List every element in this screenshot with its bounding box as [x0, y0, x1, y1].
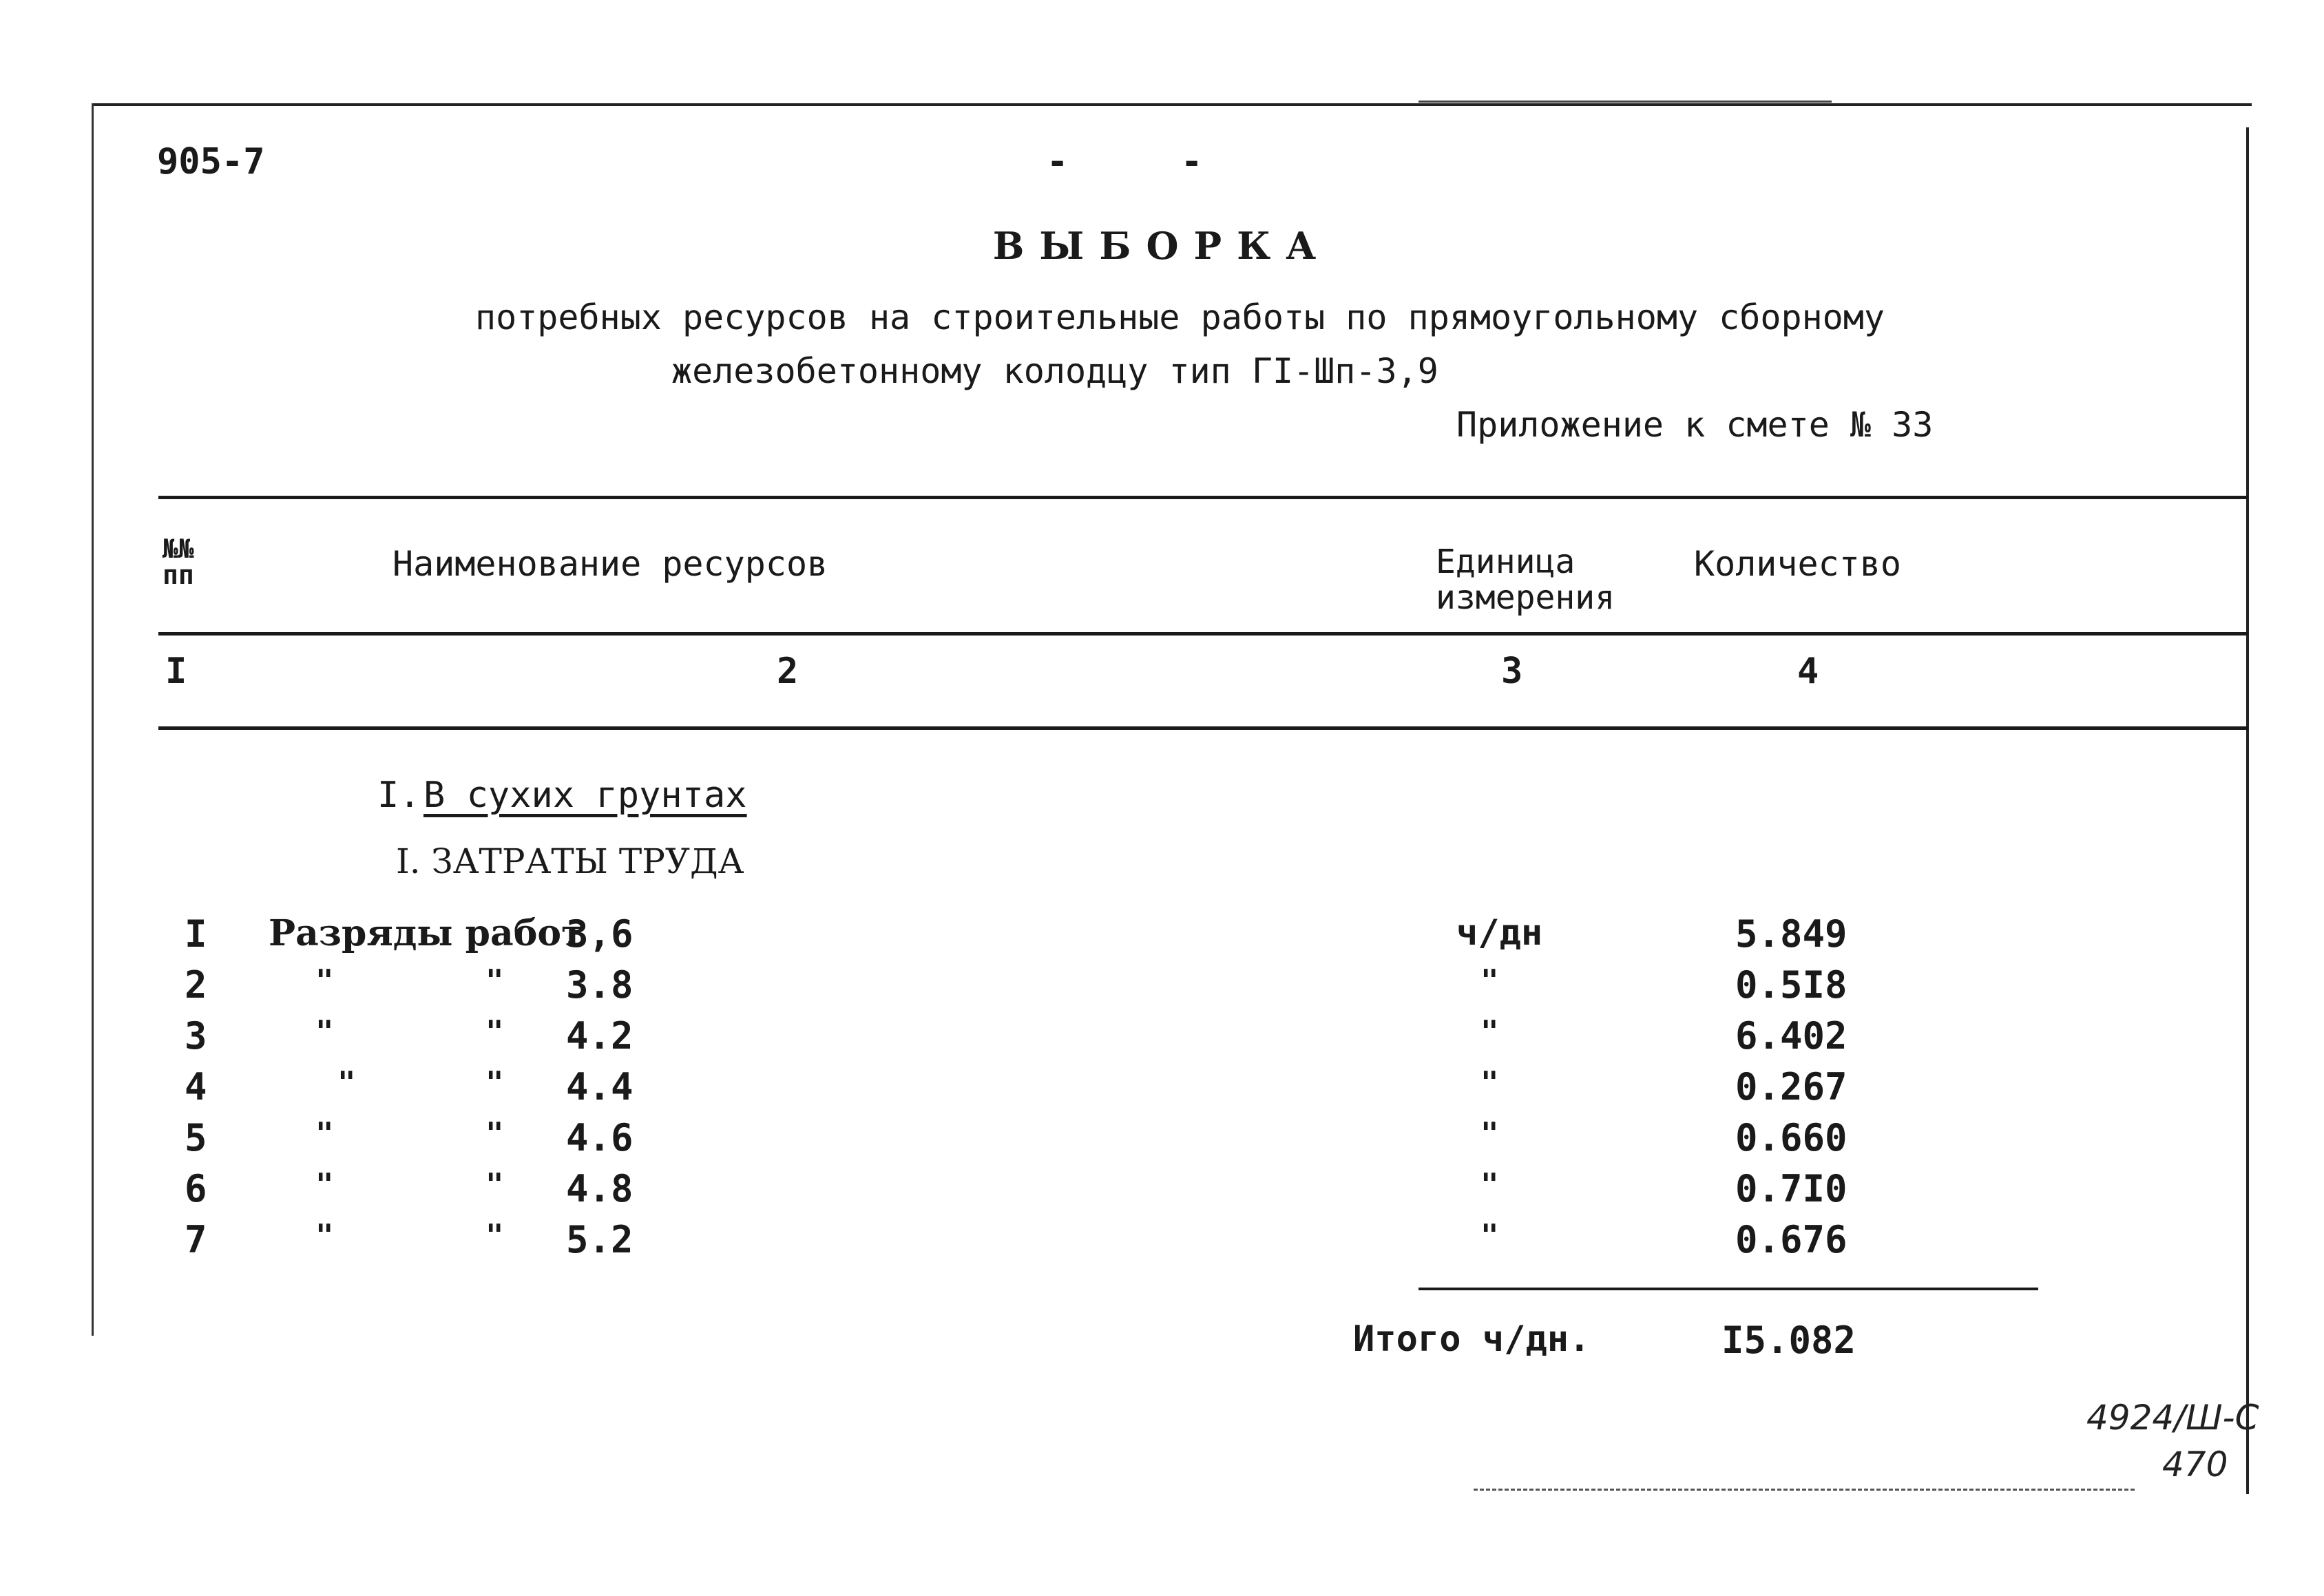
- row-quantity: 5.849: [1735, 912, 1847, 956]
- row-number: 2: [185, 963, 207, 1007]
- ditto-mark: ": [485, 1065, 504, 1100]
- table-row: [0, 912, 2324, 963]
- row-quantity: 0.267: [1735, 1065, 1847, 1109]
- row-grade: 3,6: [566, 912, 634, 956]
- document-subtitle-line2: железобетонному колодцу тип ГI-Шп-3,9: [671, 351, 1438, 391]
- row-quantity: 6.402: [1735, 1014, 1847, 1058]
- document-title: ВЫБОРКА: [992, 224, 1332, 268]
- row-unit: ": [1480, 1065, 1499, 1100]
- header-unit: Единица измерения: [1436, 543, 1615, 617]
- table-row: [0, 1167, 2324, 1218]
- ditto-mark: ": [337, 1065, 356, 1100]
- frame-bottom-line: [1474, 1489, 2135, 1491]
- row-number: 6: [185, 1167, 207, 1210]
- row-label: Разряды работ: [269, 912, 584, 954]
- row-unit: ": [1480, 1167, 1499, 1202]
- handwritten-archive-number: 4924/Ш-С: [2086, 1398, 2259, 1438]
- row-unit: ": [1480, 1218, 1499, 1253]
- table-row: [0, 1014, 2324, 1065]
- ditto-mark: ": [315, 963, 334, 998]
- ditto-mark: ": [315, 1218, 334, 1253]
- row-number: 5: [185, 1116, 207, 1159]
- ditto-mark: ": [315, 1014, 334, 1049]
- row-number: 3: [185, 1014, 207, 1058]
- row-quantity: 0.5I8: [1735, 963, 1847, 1007]
- table-row: [0, 1116, 2324, 1167]
- column-number-3: 3: [1501, 651, 1523, 692]
- total-label: Итого ч/дн.: [1353, 1319, 1591, 1360]
- ditto-mark: ": [485, 1167, 504, 1202]
- ditto-mark: ": [315, 1167, 334, 1202]
- ditto-mark: ": [315, 1116, 334, 1151]
- table-row: [0, 1218, 2324, 1269]
- table-row: [0, 1065, 2324, 1116]
- dash-mark: -: [1047, 141, 1069, 182]
- header-resource-name: Наименование ресурсов: [392, 544, 828, 584]
- column-number-2: 2: [777, 651, 799, 692]
- header-quantity: Количество: [1694, 544, 1902, 584]
- row-number: 4: [185, 1065, 207, 1109]
- row-number: 7: [185, 1218, 207, 1261]
- row-grade: 4.4: [566, 1065, 634, 1109]
- column-number-1: I: [165, 651, 187, 692]
- row-grade: 3.8: [566, 963, 634, 1007]
- row-grade: 4.2: [566, 1014, 634, 1058]
- column-number-4: 4: [1797, 651, 1819, 692]
- handwritten-sheet-number: 470: [2162, 1445, 2228, 1484]
- frame-top-line-short: [1419, 101, 1832, 103]
- row-unit: ": [1480, 1116, 1499, 1151]
- row-quantity: 0.660: [1735, 1116, 1847, 1159]
- ditto-mark: ": [485, 963, 504, 998]
- document-code: 905-7: [157, 141, 265, 182]
- table-row: [0, 963, 2324, 1014]
- subsection-title: I. ЗАТРАТЫ ТРУДА: [396, 841, 744, 881]
- ditto-mark: ": [485, 1116, 504, 1151]
- total-value: I5.082: [1721, 1319, 1856, 1362]
- dash-mark: -: [1181, 141, 1203, 182]
- ditto-mark: ": [485, 1218, 504, 1253]
- table-columns-rule: [158, 726, 2248, 730]
- table-header-rule: [158, 632, 2248, 636]
- frame-top-line: [93, 103, 2252, 106]
- section-number: I.: [377, 775, 421, 816]
- frame-right-line: [2246, 127, 2249, 1494]
- row-quantity: 0.676: [1735, 1218, 1847, 1261]
- row-grade: 4.8: [566, 1167, 634, 1210]
- header-row-number: №№ пп: [163, 534, 194, 590]
- row-grade: 4.6: [566, 1116, 634, 1159]
- section-title: В сухих грунтах: [423, 775, 747, 816]
- appendix-reference: Приложение к смете № 33: [1456, 405, 1934, 445]
- total-rule: [1419, 1288, 2038, 1290]
- row-number: I: [185, 912, 207, 956]
- document-subtitle-line1: потребных ресурсов на строительные работы по прямоугольному сборному: [475, 297, 1885, 337]
- row-unit: ": [1480, 1014, 1499, 1049]
- row-quantity: 0.7I0: [1735, 1167, 1847, 1210]
- table-top-rule: [158, 496, 2248, 499]
- row-unit: ": [1480, 963, 1499, 998]
- row-unit: ч/дн: [1456, 912, 1543, 954]
- ditto-mark: ": [485, 1014, 504, 1049]
- row-grade: 5.2: [566, 1218, 634, 1261]
